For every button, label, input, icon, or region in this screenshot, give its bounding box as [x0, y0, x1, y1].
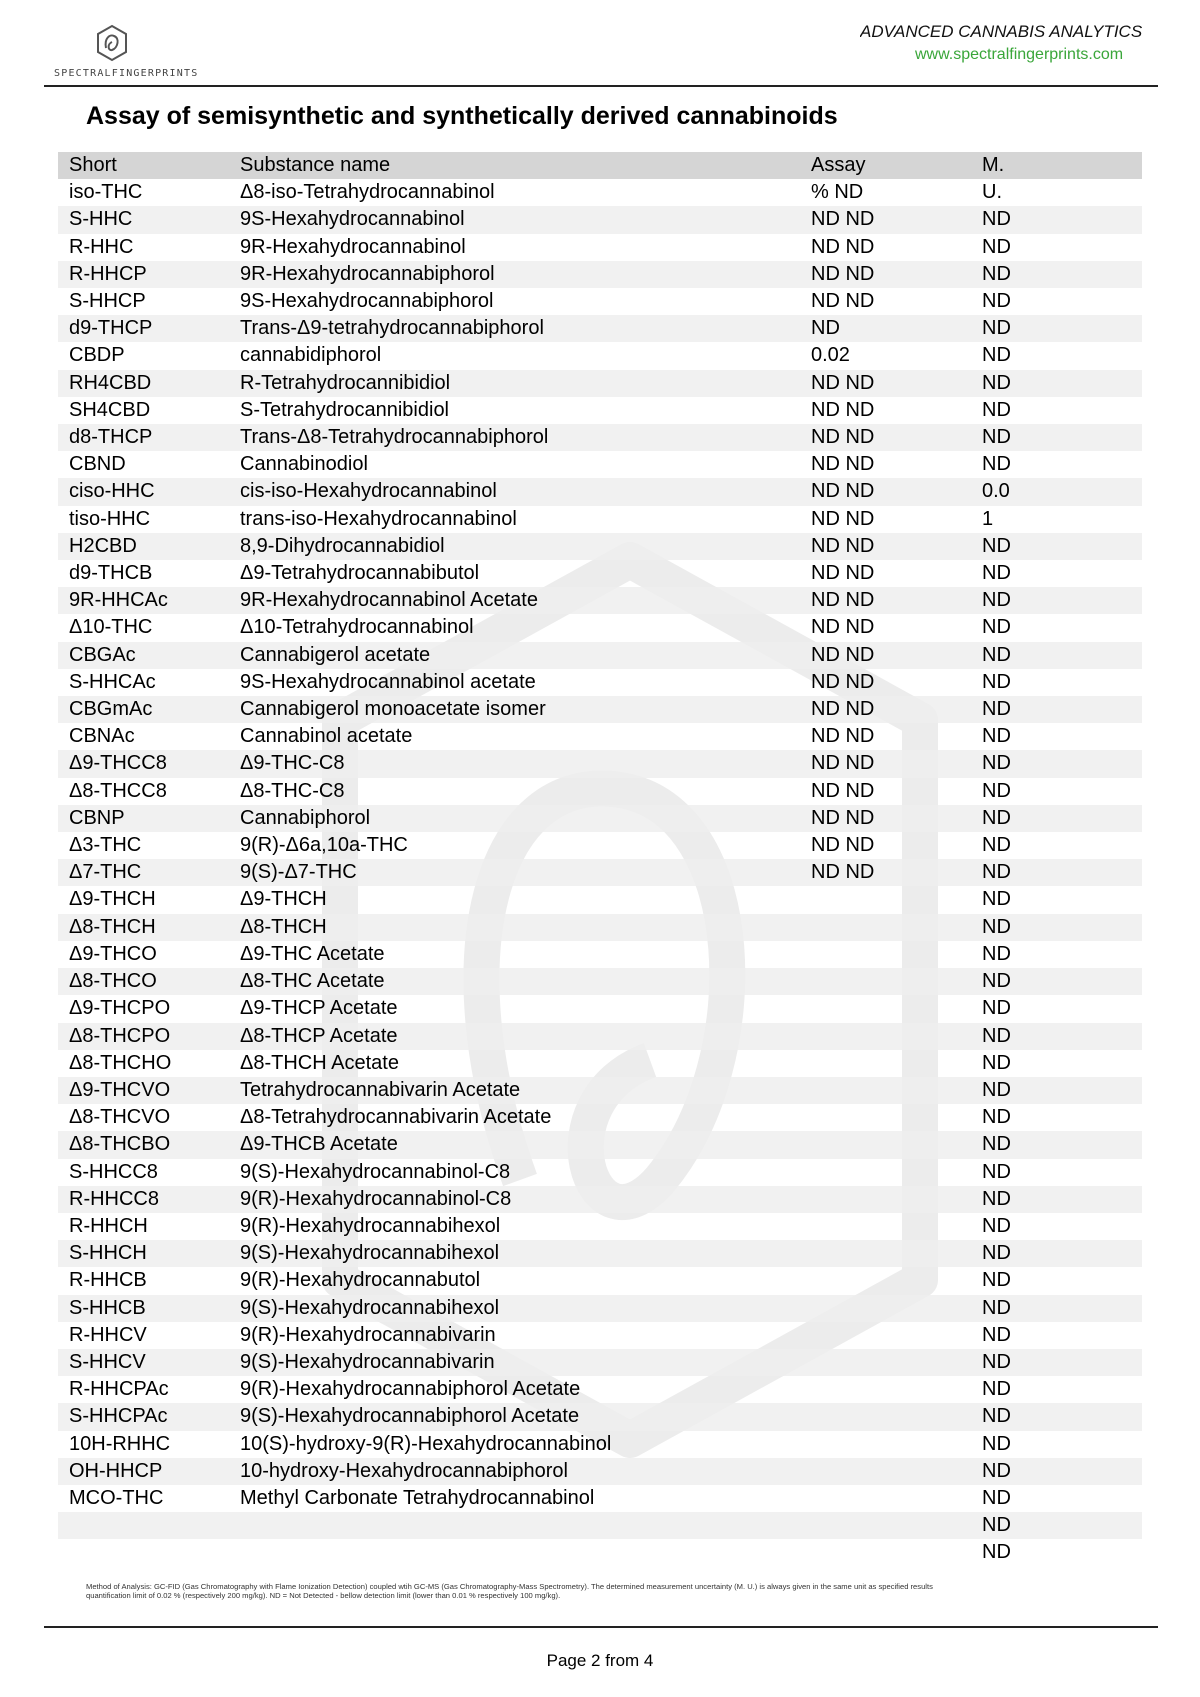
substance-name-cell: Δ9-THCB Acetate: [229, 1131, 800, 1158]
mu-cell: ND: [971, 261, 1142, 288]
assay-cell: ND ND: [800, 696, 971, 723]
logo-text: SPECTRALFINGERPRINTS: [54, 68, 199, 79]
mu-cell: ND: [982, 616, 1011, 639]
table-row: [58, 370, 1142, 397]
substance-name-cell: Δ8-iso-Tetrahydrocannabinol: [240, 181, 495, 204]
table-header-row: [58, 152, 1142, 179]
page-title: Assay of semisynthetic and synthetically derived cannabinoids: [86, 102, 838, 130]
assay-cell: ND ND: [800, 370, 971, 397]
table-row: [58, 179, 1142, 206]
short-name-cell: R-HHC: [69, 235, 134, 258]
mu-cell: ND: [982, 235, 1011, 258]
assay-cell: [800, 1376, 971, 1403]
assay-cell: [800, 1267, 971, 1294]
assay-cell: ND: [800, 315, 971, 342]
assay-cell: [800, 1131, 971, 1158]
short-name-cell: S-HHC: [58, 206, 229, 233]
short-name-cell: R-HHCH: [69, 1214, 148, 1237]
assay-cell: ND ND: [811, 453, 875, 476]
short-name-cell: R-HHCV: [69, 1323, 147, 1346]
short-name-cell: CBNAc: [69, 725, 135, 748]
mu-cell: ND: [971, 1240, 1142, 1267]
short-name-cell: 9R-HHCAc: [58, 587, 229, 614]
short-name-cell: ciso-HHC: [58, 478, 229, 505]
assay-cell: [800, 1186, 971, 1213]
substance-name-cell: Trans-Δ8-Tetrahydrocannabiphorol: [229, 424, 800, 451]
mu-cell: ND: [982, 779, 1011, 802]
mu-cell: ND: [982, 1323, 1011, 1346]
mu-cell: ND: [982, 1432, 1011, 1455]
short-name-cell: S-HHCV: [58, 1349, 229, 1376]
mu-cell: ND: [971, 370, 1142, 397]
substance-name-cell: Δ8-THCH: [229, 914, 800, 941]
assay-cell: ND ND: [800, 206, 971, 233]
table-row: [58, 778, 1142, 805]
substance-name-cell: Δ9-THCP Acetate: [240, 997, 398, 1020]
table-row: [58, 642, 1142, 669]
mu-cell: ND: [971, 914, 1142, 941]
substance-name-cell: Methyl Carbonate Tetrahydrocannabinol: [240, 1486, 595, 1509]
short-name-cell: R-HHCB: [69, 1269, 147, 1292]
table-row: [58, 1376, 1142, 1403]
brand-tagline: ADVANCED CANNABIS ANALYTICS: [860, 22, 1143, 41]
short-name-cell: CBGmAc: [58, 696, 229, 723]
table-row: [58, 859, 1142, 886]
table-row: [58, 397, 1142, 424]
substance-name-cell: 10(S)-hydroxy-9(R)-Hexahydrocannabinol: [240, 1432, 612, 1455]
assay-cell: [800, 1485, 971, 1512]
assay-cell: % ND: [811, 181, 864, 204]
substance-name-cell: Δ9-Tetrahydrocannabibutol: [240, 562, 480, 585]
short-name-cell: Δ9-THCVO: [58, 1077, 229, 1104]
table-row: [58, 696, 1142, 723]
assay-cell: [800, 1403, 971, 1430]
mu-cell: ND: [971, 424, 1142, 451]
mu-cell: ND: [982, 997, 1011, 1020]
mu-cell: ND: [982, 290, 1011, 313]
substance-name-cell: Tetrahydrocannabivarin Acetate: [229, 1077, 800, 1104]
short-name-cell: R-HHCC8: [58, 1186, 229, 1213]
mu-cell: ND: [971, 750, 1142, 777]
short-name-cell: S-HHCPAc: [58, 1403, 229, 1430]
table-row: [58, 234, 1142, 261]
short-name-cell: iso-THC: [69, 181, 143, 204]
assay-cell: ND ND: [811, 779, 875, 802]
mu-cell: ND: [971, 1295, 1142, 1322]
assay-cell: [800, 1240, 971, 1267]
short-name-cell: CBND: [69, 453, 126, 476]
substance-name-cell: Cannabinol acetate: [240, 725, 413, 748]
table-row: [58, 424, 1142, 451]
mu-cell: ND: [971, 642, 1142, 669]
substance-name-cell: Δ8-THC-C8: [240, 779, 345, 802]
substance-name-cell: 9(S)-Hexahydrocannabinol-C8: [240, 1160, 511, 1183]
substance-name-cell: 8,9-Dihydrocannabidiol: [229, 533, 800, 560]
mu-cell: ND: [971, 1512, 1142, 1539]
table-row: [58, 1431, 1142, 1458]
substance-name-cell: Δ9-THC-C8: [229, 750, 800, 777]
short-name-cell: Δ8-THCVO: [69, 1106, 171, 1129]
mu-cell: ND: [982, 725, 1011, 748]
table-row: [58, 723, 1142, 750]
table-row: [58, 1403, 1142, 1430]
table-row: [58, 1131, 1142, 1158]
assay-cell: ND ND: [800, 859, 971, 886]
assay-cell: [800, 995, 971, 1022]
table-row: [58, 995, 1142, 1022]
mu-cell: ND: [982, 1269, 1011, 1292]
mu-cell: ND: [982, 1486, 1011, 1509]
substance-name-cell: Cannabigerol acetate: [229, 642, 800, 669]
assay-cell: [800, 968, 971, 995]
short-name-cell: Δ10-THC: [69, 616, 153, 639]
assay-cell: ND ND: [800, 533, 971, 560]
substance-name-cell: trans-iso-Hexahydrocannabinol: [240, 507, 517, 530]
table-row: [58, 1186, 1142, 1213]
mu-cell: ND: [982, 398, 1011, 421]
substance-name-cell: 9S-Hexahydrocannabinol: [229, 206, 800, 233]
assay-cell: [800, 941, 971, 968]
table-row: [58, 1485, 1142, 1512]
assay-cell: [800, 1349, 971, 1376]
substance-name-cell: 9(S)-Hexahydrocannabihexol: [229, 1240, 800, 1267]
short-name-cell: Δ9-THCO: [69, 942, 157, 965]
substance-name-cell: R-Tetrahydrocannibidiol: [229, 370, 800, 397]
mu-cell: ND: [971, 1023, 1142, 1050]
short-name-cell: RH4CBD: [58, 370, 229, 397]
table-row: [58, 805, 1142, 832]
table-row: [58, 614, 1142, 641]
short-name-cell: [58, 1539, 229, 1566]
substance-name-cell: Δ8-Tetrahydrocannabivarin Acetate: [240, 1106, 552, 1129]
short-name-cell: R-HHCP: [58, 261, 229, 288]
table-row: [58, 750, 1142, 777]
substance-name-cell: Cannabiphorol: [229, 805, 800, 832]
table-row: [58, 1213, 1142, 1240]
table-row: [58, 968, 1142, 995]
substance-name-cell: 9(S)-Δ7-THC: [229, 859, 800, 886]
mu-cell: ND: [971, 587, 1142, 614]
mu-cell: ND: [982, 1160, 1011, 1183]
mu-cell: 1: [982, 507, 994, 530]
table-row: [58, 1240, 1142, 1267]
assay-cell: [800, 1213, 971, 1240]
assay-cell: ND ND: [800, 424, 971, 451]
short-name-cell: d9-THCB: [69, 562, 153, 585]
short-name-cell: H2CBD: [58, 533, 229, 560]
short-name-cell: CBDP: [69, 344, 125, 367]
table-row: [58, 315, 1142, 342]
table-row: [58, 261, 1142, 288]
mu-cell: ND: [982, 344, 1011, 367]
substance-name-cell: [229, 1512, 800, 1539]
substance-name-cell: 9R-Hexahydrocannabinol: [240, 235, 466, 258]
mu-cell: ND: [982, 888, 1011, 911]
method-note-line-1: Method of Analysis: GC-FID (Gas Chromatography with Flame Ionization Detection) coupled wtih GC-MS (Gas Chromatography-Mass Spectrometry). The determined measurement uncertainty (M. U.) is always given in the same unit as specified results: [86, 1583, 933, 1591]
mu-cell: ND: [982, 1378, 1011, 1401]
assay-cell: 0.02: [811, 344, 850, 367]
table-row: [58, 914, 1142, 941]
assay-cell: [800, 1431, 971, 1458]
table-row: [58, 451, 1142, 478]
table-row: [58, 288, 1142, 315]
substance-name-cell: 9(R)-Hexahydrocannabiphorol Acetate: [240, 1378, 581, 1401]
company-logo: [54, 24, 199, 80]
mu-cell: ND: [971, 1349, 1142, 1376]
short-name-cell: S-HHCP: [69, 290, 146, 313]
substance-name-cell: 9S-Hexahydrocannabiphorol: [240, 290, 494, 313]
column-header-short: Short: [58, 152, 229, 179]
mu-cell: ND: [982, 1106, 1011, 1129]
mu-cell: ND: [971, 1403, 1142, 1430]
short-name-cell: OH-HHCP: [58, 1458, 229, 1485]
table-row: [58, 1050, 1142, 1077]
table-row: [58, 342, 1142, 369]
mu-cell: U.: [982, 181, 1002, 204]
assay-cell: [800, 1322, 971, 1349]
table-row: [58, 533, 1142, 560]
assay-cell: [800, 886, 971, 913]
mu-cell: ND: [982, 942, 1011, 965]
short-name-cell: Δ8-THCH: [58, 914, 229, 941]
table-row: [58, 1104, 1142, 1131]
table-row: [58, 1349, 1142, 1376]
substance-name-cell: 9(S)-Hexahydrocannabihexol: [229, 1295, 800, 1322]
assay-cell: [800, 1539, 971, 1566]
substance-name-cell: 9(S)-Hexahydrocannabiphorol Acetate: [229, 1403, 800, 1430]
table-row: [58, 560, 1142, 587]
short-name-cell: Δ7-THC: [58, 859, 229, 886]
substance-name-cell: Cannabigerol monoacetate isomer: [229, 696, 800, 723]
table-row: [58, 669, 1142, 696]
assay-cell: ND ND: [800, 587, 971, 614]
short-name-cell: Δ8-THCBO: [58, 1131, 229, 1158]
column-header-mu: M.: [971, 152, 1142, 179]
substance-name-cell: [229, 1539, 800, 1566]
substance-name-cell: S-Tetrahydrocannibidiol: [240, 398, 450, 421]
assay-cell: ND ND: [811, 290, 875, 313]
table-row: [58, 941, 1142, 968]
table-row: [58, 1322, 1142, 1349]
substance-name-cell: Δ9-THCH: [240, 888, 327, 911]
short-name-cell: Δ8-THCPO: [58, 1023, 229, 1050]
assay-cell: ND ND: [800, 261, 971, 288]
assay-cell: ND ND: [811, 670, 875, 693]
mu-cell: ND: [982, 1051, 1011, 1074]
substance-name-cell: Cannabinodiol: [240, 453, 368, 476]
substance-name-cell: 9R-Hexahydrocannabiphorol: [229, 261, 800, 288]
substance-name-cell: 9(S)-Hexahydrocannabivarin: [229, 1349, 800, 1376]
short-name-cell: Δ3-THC: [69, 834, 142, 857]
short-name-cell: SH4CBD: [69, 398, 151, 421]
substance-name-cell: Δ9-THC Acetate: [240, 942, 385, 965]
mu-cell: ND: [971, 1077, 1142, 1104]
mu-cell: ND: [971, 805, 1142, 832]
mu-cell: ND: [982, 453, 1011, 476]
assay-cell: ND ND: [800, 750, 971, 777]
short-name-cell: Δ9-THCH: [69, 888, 156, 911]
short-name-cell: S-HHCB: [58, 1295, 229, 1322]
table-row: [58, 1458, 1142, 1485]
substance-name-cell: 10-hydroxy-Hexahydrocannabiphorol: [229, 1458, 800, 1485]
mu-cell: ND: [971, 533, 1142, 560]
assay-cell: ND ND: [811, 507, 875, 530]
table-row: [58, 587, 1142, 614]
substance-name-cell: Δ8-THCP Acetate: [229, 1023, 800, 1050]
mu-cell: ND: [971, 1458, 1142, 1485]
table-row: [58, 1077, 1142, 1104]
table-row: [58, 1159, 1142, 1186]
short-name-cell: Δ8-THCHO: [69, 1051, 172, 1074]
assay-cell: [800, 914, 971, 941]
short-name-cell: 10H-RHHC: [69, 1432, 171, 1455]
mu-cell: ND: [971, 1131, 1142, 1158]
short-name-cell: S-HHCAc: [69, 670, 156, 693]
mu-cell: ND: [971, 315, 1142, 342]
table-row: [58, 1023, 1142, 1050]
assay-cell: [800, 1077, 971, 1104]
short-name-cell: [58, 1512, 229, 1539]
table-row: [58, 832, 1142, 859]
table-row: [58, 1512, 1142, 1539]
substance-name-cell: cis-iso-Hexahydrocannabinol: [229, 478, 800, 505]
substance-name-cell: 9R-Hexahydrocannabinol Acetate: [229, 587, 800, 614]
assay-cell: [800, 1104, 971, 1131]
table-row: [58, 1539, 1142, 1566]
short-name-cell: d8-THCP: [58, 424, 229, 451]
table-row: [58, 206, 1142, 233]
assay-cell: ND ND: [800, 642, 971, 669]
website-link[interactable]: www.spectralfingerprints.com: [915, 46, 1124, 63]
mu-cell: ND: [971, 859, 1142, 886]
table-row: [58, 886, 1142, 913]
mu-cell: ND: [982, 834, 1011, 857]
table-row: [58, 1295, 1142, 1322]
mu-cell: ND: [971, 206, 1142, 233]
page-header: [0, 0, 1200, 90]
assay-cell: ND ND: [811, 834, 875, 857]
assay-cell: [800, 1512, 971, 1539]
footer-divider: [44, 1626, 1158, 1628]
short-name-cell: CBNP: [58, 805, 229, 832]
mu-cell: ND: [971, 1186, 1142, 1213]
logo-mark-icon: [54, 24, 170, 68]
short-name-cell: d9-THCP: [58, 315, 229, 342]
table-row: [58, 478, 1142, 505]
substance-name-cell: 9(R)-Hexahydrocannabihexol: [240, 1214, 501, 1237]
mu-cell: ND: [971, 696, 1142, 723]
assay-cell: ND ND: [800, 805, 971, 832]
substance-name-cell: Δ10-Tetrahydrocannabinol: [240, 616, 474, 639]
assay-cell: [800, 1050, 971, 1077]
assay-cell: ND ND: [811, 562, 875, 585]
assay-cell: [800, 1458, 971, 1485]
mu-cell: ND: [971, 968, 1142, 995]
short-name-cell: S-HHCH: [58, 1240, 229, 1267]
assay-cell: ND ND: [811, 616, 875, 639]
substance-name-cell: 9(R)-Hexahydrocannabutol: [240, 1269, 481, 1292]
table-row: [58, 506, 1142, 533]
substance-name-cell: Trans-Δ9-tetrahydrocannabiphorol: [229, 315, 800, 342]
short-name-cell: Δ8-THCO: [58, 968, 229, 995]
mu-cell: ND: [982, 562, 1011, 585]
assay-cell: [800, 1295, 971, 1322]
short-name-cell: MCO-THC: [69, 1486, 164, 1509]
substance-name-cell: Δ8-THC Acetate: [229, 968, 800, 995]
assay-cell: [800, 1159, 971, 1186]
substance-name-cell: cannabidiphorol: [240, 344, 382, 367]
substance-name-cell: Δ8-THCH Acetate: [240, 1051, 399, 1074]
substance-name-cell: 9(R)-Hexahydrocannabinol-C8: [229, 1186, 800, 1213]
assay-cell: [800, 1023, 971, 1050]
method-note-line-2: quantification limit of 0.02 % (respectively 200 mg/kg). ND = Not Detected - bellow detection limit (lower than 0.01 % respectively 100 mg/kg).: [86, 1590, 561, 1600]
short-name-cell: CBGAc: [58, 642, 229, 669]
column-header-substance: Substance name: [229, 152, 800, 179]
assay-cell: ND ND: [811, 725, 875, 748]
short-name-cell: S-HHCC8: [69, 1160, 158, 1183]
short-name-cell: Δ9-THCC8: [58, 750, 229, 777]
substance-name-cell: 9(R)-Δ6a,10a-THC: [240, 834, 408, 857]
mu-cell: ND: [982, 1214, 1011, 1237]
assay-cell: ND ND: [811, 235, 875, 258]
page-number: Page 2 from 4: [546, 1651, 654, 1670]
column-header-assay: Assay: [800, 152, 971, 179]
method-note: [86, 1583, 1200, 1600]
short-name-cell: Δ9-THCPO: [69, 997, 171, 1020]
mu-cell: 0.0: [971, 478, 1142, 505]
header-divider: [44, 85, 1158, 87]
short-name-cell: Δ8-THCC8: [69, 779, 167, 802]
assay-cell: ND ND: [800, 478, 971, 505]
mu-cell: ND: [982, 670, 1011, 693]
substance-name-cell: 9S-Hexahydrocannabinol acetate: [240, 670, 536, 693]
short-name-cell: tiso-HHC: [69, 507, 151, 530]
cannabinoid-assay-table: [58, 152, 1142, 1567]
short-name-cell: R-HHCPAc: [69, 1378, 169, 1401]
assay-cell: ND ND: [811, 398, 875, 421]
substance-name-cell: 9(R)-Hexahydrocannabivarin: [240, 1323, 496, 1346]
mu-cell: ND: [982, 1541, 1011, 1564]
table-row: [58, 1267, 1142, 1294]
